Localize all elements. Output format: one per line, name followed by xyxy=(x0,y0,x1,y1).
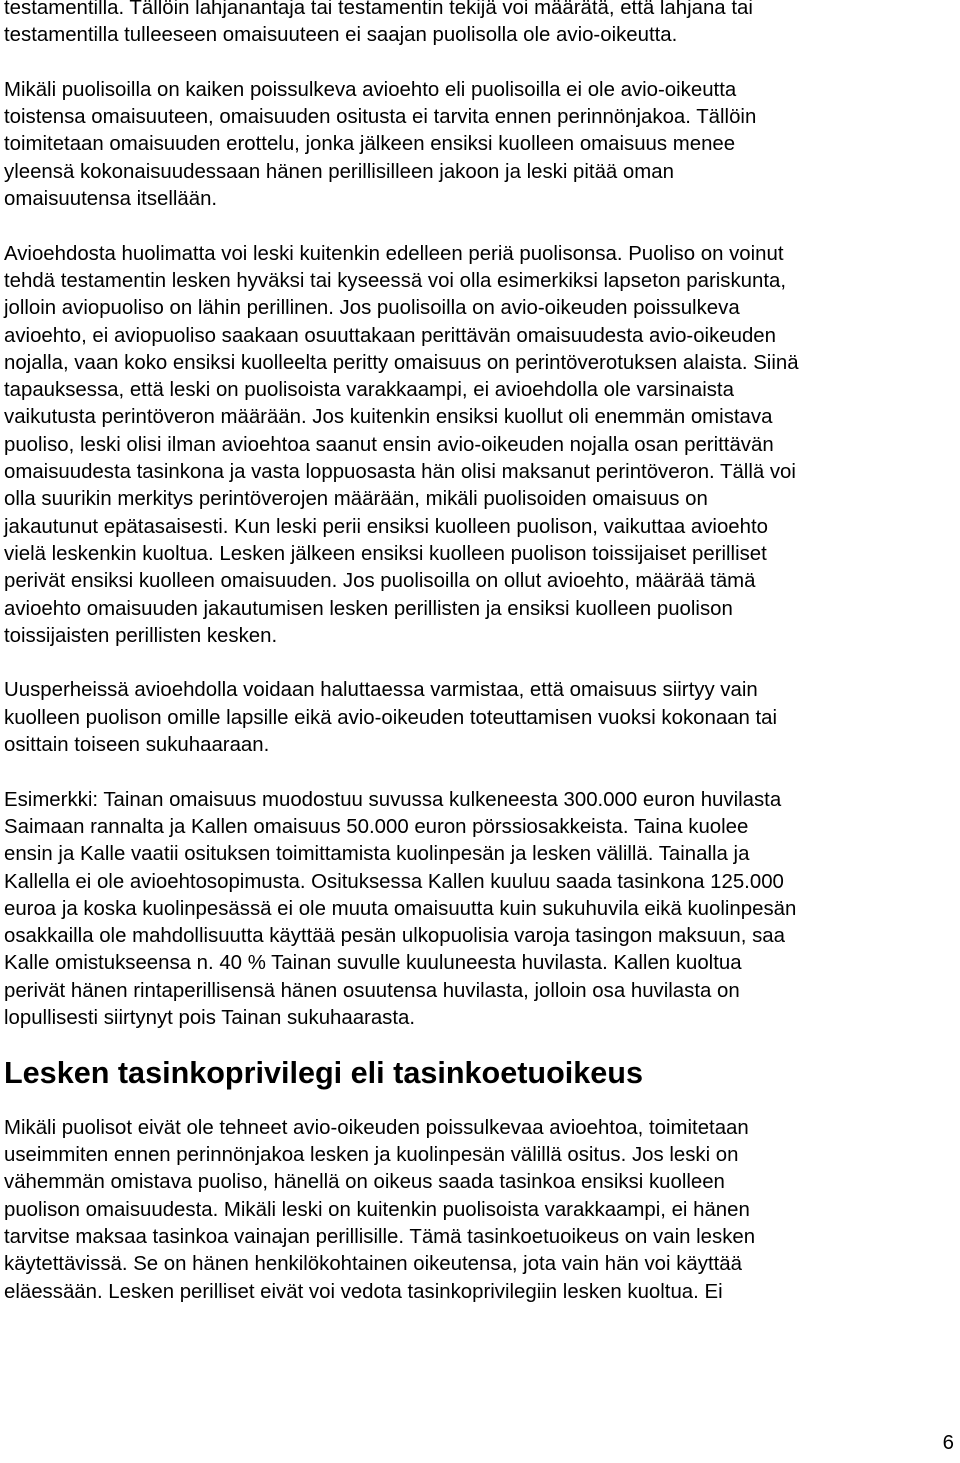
paragraph-tasinkoprivilegi: Mikäli puolisot eivät ole tehneet avio-oikeuden poissulkevaa avioehtoa, toimitetaan useimmiten ennen perinnönjakoa lesken ja kuolinpesän välillä ositus. Jos leski on vähemmän omistava puoliso, hänellä on oikeus saada tasinkoa ensiksi kuolleen puolison omaisuudesta. Mikäli leski on kuitenkin puolisoista varakkaampi, ei hänen tarvitse maksaa tasinkoa vainajan perillisille. Tämä tasinkoetuoikeus on vain lesken käytettävissä. Se on hänen henkilökohtainen oikeutensa, jota vain hän voi käyttää eläessään. Lesken perilliset eivät voi vedota tasinkoprivilegiin lesken kuoltua. Ei xyxy=(4,1116,756,1303)
paragraph-continuation: testamentilla. Tällöin lahjanantaja tai testamentin tekijä voi määrätä, että lahjana tai testamentilla tulleeseen omaisuuteen ei saajan puolisolla ole avio-oikeutta. xyxy=(4,0,753,47)
paragraph-uusperhe: Uusperheissä avioehdolla voidaan haluttaessa varmistaa, että omaisuus siirtyy vain kuolleen puolison omille lapsille eikä avio-oikeuden toteuttamisen vuoksi kokonaan tai osittain toiseen sukuhaaraan. xyxy=(4,679,778,757)
paragraph-leski-inheritance: Avioehdosta huolimatta voi leski kuitenkin edelleen periä puolisonsa. Puoliso on voinut tehdä testamentin lesken hyväksi tai kyseessä voi olla esimerkiksi lapseton pariskunta, jolloin aviopuoliso on lähin perillinen. Jos puolisoilla on avio-oikeuden poissulkeva avioehto, ei aviopuoliso saakaan osuuttakaan perittävän omaisuudesta avio-oikeuden nojalla, vaan koko ensiksi kuolleelta peritty omaisuus on perintöverotuksen alaista. Siinä tapauksessa, että leski on puolisoista varakkaampi, ei avioehdolla ole varsinaista vaikutusta perintöveron määrään. Jos kuitenkin ensiksi kuollut oli enemmän omistava puoliso, leski olisi ilman avioehtoa saanut ensin avio-oikeuden nojalla osan perittävän omaisuudesta tasinkona ja vasta loppuosasta hän olisi maksanut perintöveron. Tällä voi olla suurikin merkitys perintöverojen määrään, mikäli puolisoiden omaisuus on jakautunut epätasaisesti. Kun leski perii ensiksi kuolleen puolison, vaikuttaa avioehto vielä leskenkin kuoltua. Lesken jälkeen ensiksi kuolleen puolison toissijaiset perilliset perivät ensiksi kuolleen omaisuuden. Jos puolisoilla on ollut avioehto, määrää tämä avioehto omaisuuden jakautumisen lesken perillisten ja ensiksi kuolleen puolison toissijaisten perillisten kesken. xyxy=(4,242,799,647)
document-page xyxy=(4,0,956,1306)
section-heading: Lesken tasinkoprivilegi eli tasinkoetuoikeus xyxy=(4,1056,643,1091)
page-number: 6 xyxy=(942,1432,954,1454)
paragraph-avioehto-no-ositus: Mikäli puolisoilla on kaiken poissulkeva avioehto eli puolisoilla ei ole avio-oikeutta toistensa omaisuuteen, omaisuuden ositusta ei tarvita ennen perinnönjakoa. Tällöin toimitetaan omaisuuden erottelu, jonka jälkeen ensiksi kuolleen omaisuus menee yleensä kokonaisuudessaan hänen perillisilleen jakoon ja leski pitää oman omaisuutensa itsellään. xyxy=(4,78,757,211)
paragraph-example: Esimerkki: Tainan omaisuus muodostuu suvussa kulkeneesta 300.000 euron huvilasta Saimaan rannalta ja Kallen omaisuus 50.000 euron pörssiosakkeista. Taina kuolee ensin ja Kalle vaatii osituksen toimittamista kuolinpesän ja lesken välillä. Tainalla ja Kallella ei ole avioehtosopimusta. Osituksessa Kallen kuuluu saada tasinkona 125.000 euroa ja koska kuolinpesässä ei ole muuta omaisuutta kuin sukuhuvila eikä kuolinpesän osakkailla ole mahdollisuutta käyttää pesän ulkopuolisia varoja tasingon maksuun, saa Kalle omistukseensa n. 40 % Tainan suvulle kuuluneesta huvilasta. Kallen kuoltua perivät hänen rintaperillisensä hänen osuutensa huvilasta, jolloin osa huvilasta on lopullisesti siirtynyt pois Tainan sukuhaarasta. xyxy=(4,788,797,1029)
